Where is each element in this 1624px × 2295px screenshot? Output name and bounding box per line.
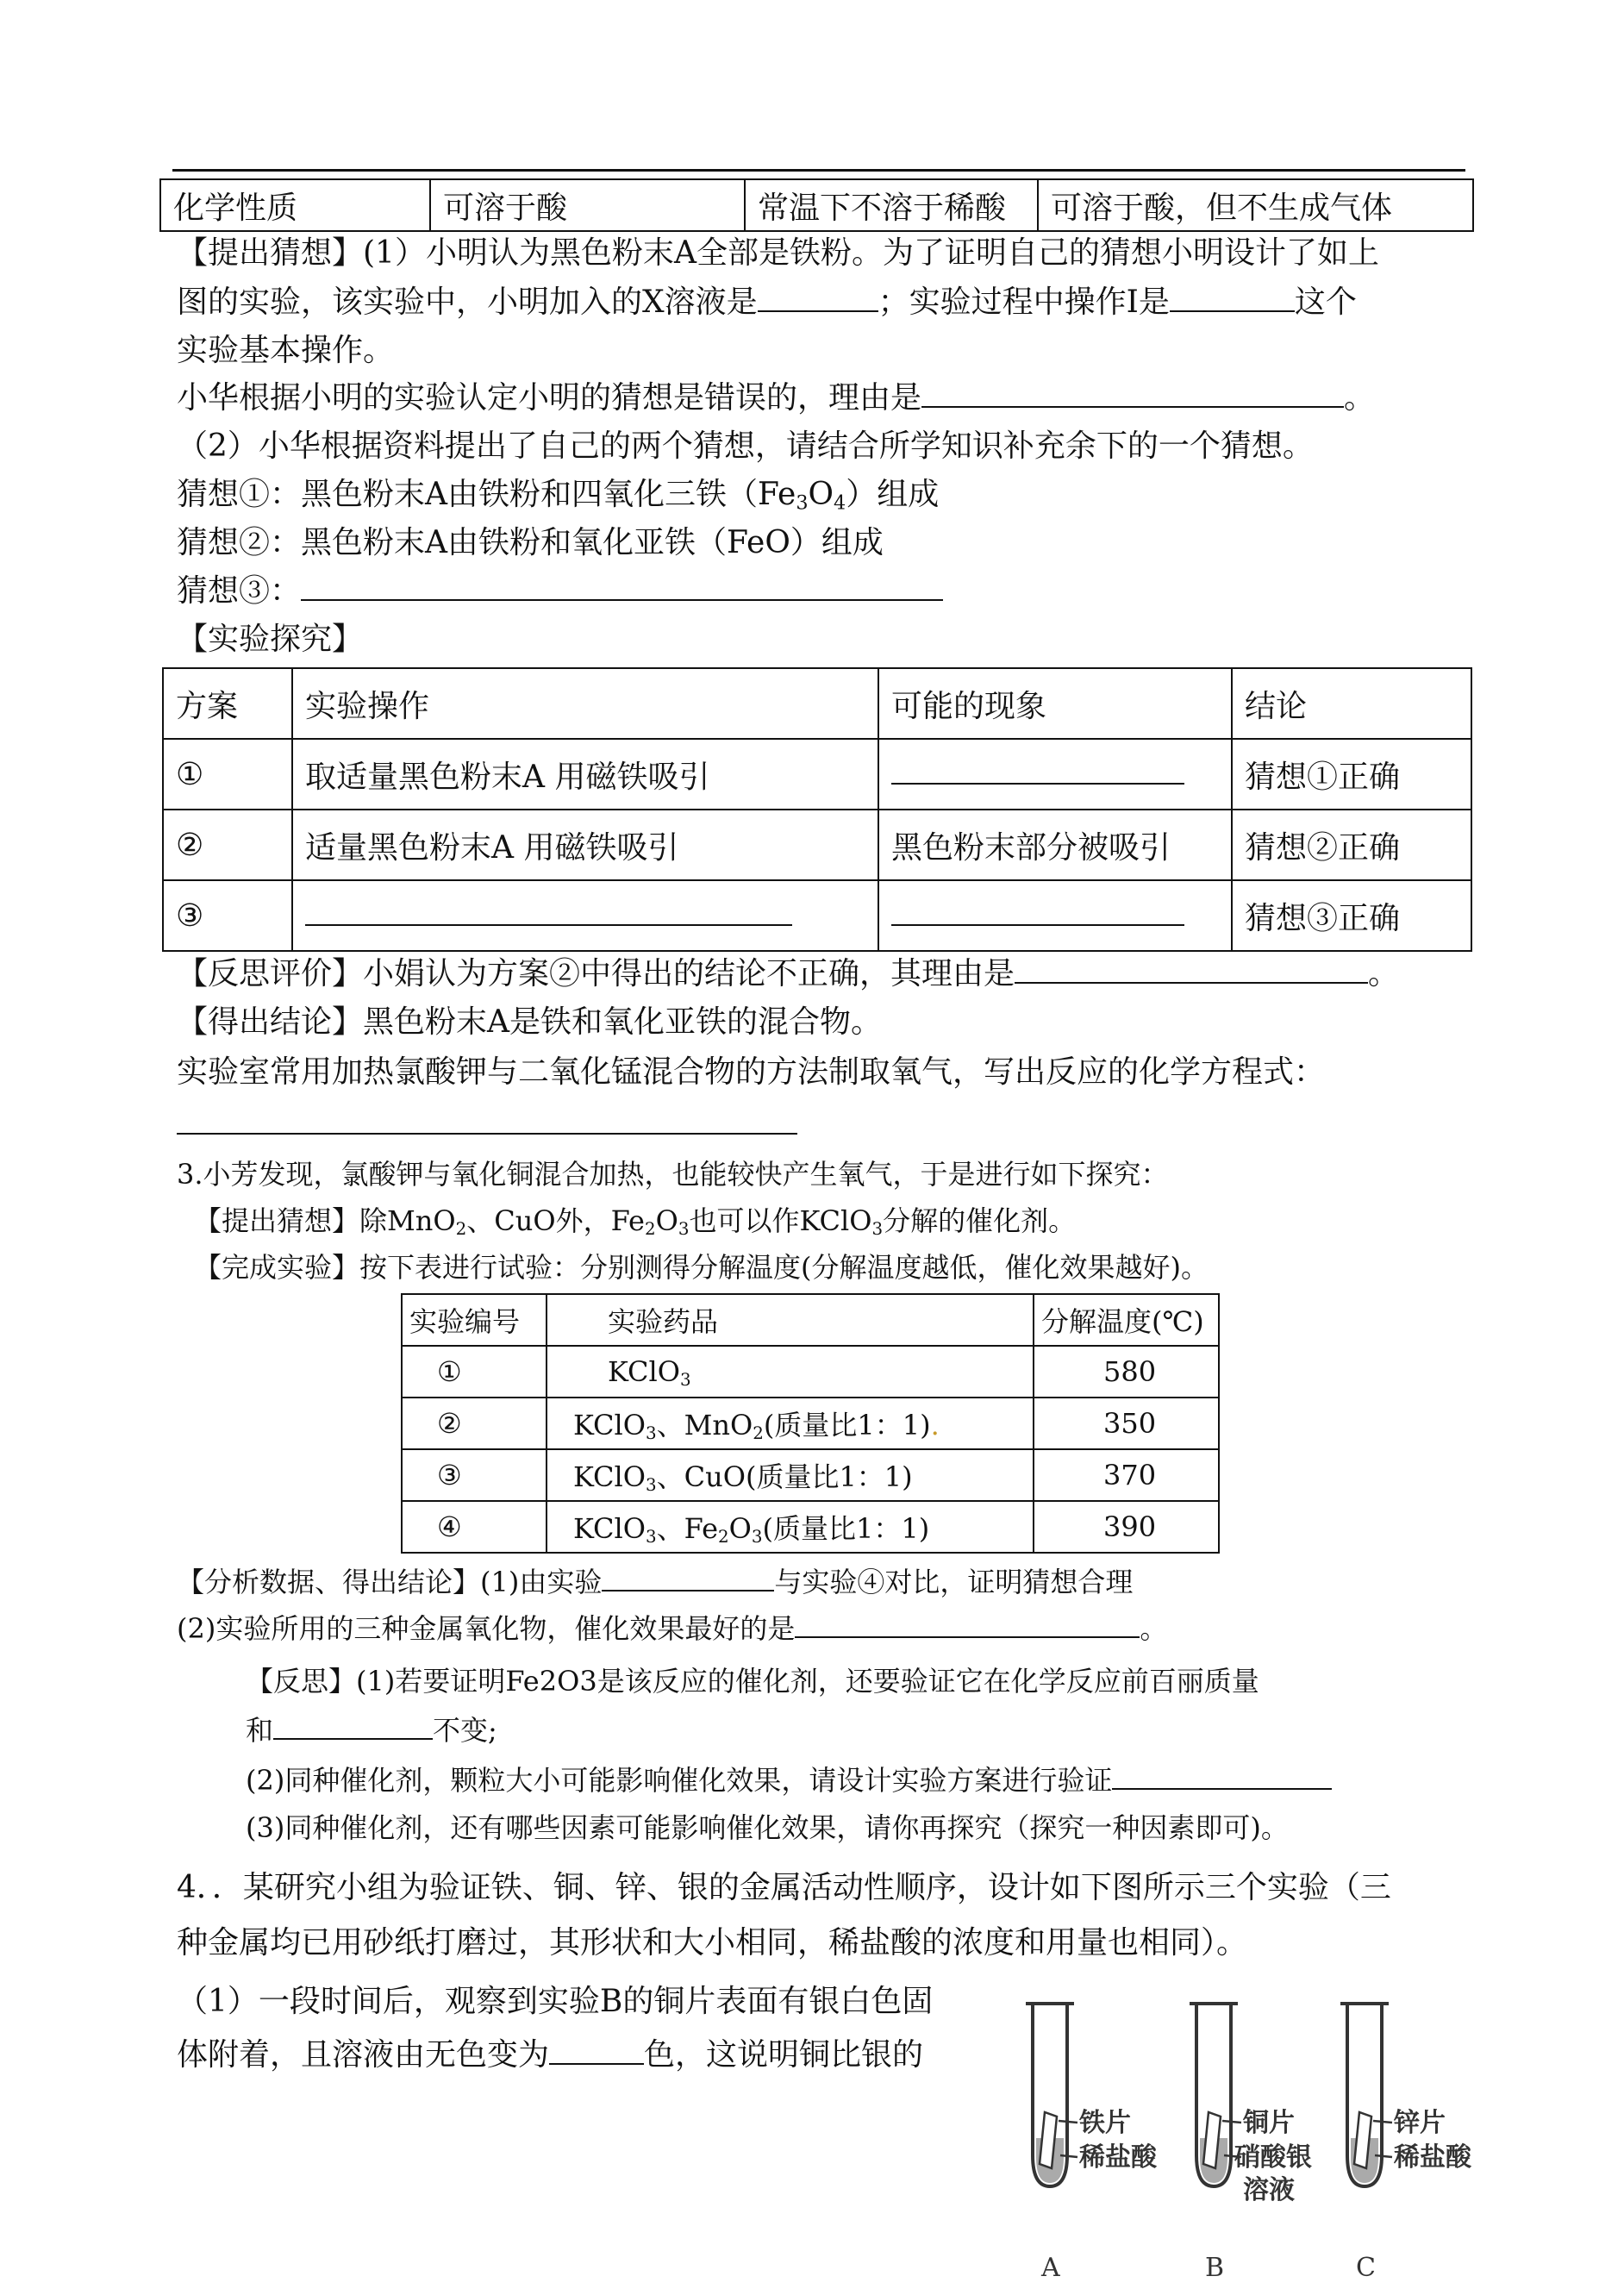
- header-cell: 方案: [163, 668, 292, 739]
- header-cell: 可能的现象: [878, 668, 1232, 739]
- table-cell: ④: [402, 1501, 547, 1553]
- text: (1）小明认为黑色粉末A全部是铁粉。为了证明自己的猜想小明设计了如上: [363, 235, 1379, 271]
- text: 这个: [1294, 285, 1357, 320]
- q3-complete: [194, 1250, 1209, 1285]
- text: (1)若要证明Fe2O3是该反应的催化剂，还要验证它在化学反应前百丽质量: [356, 1665, 1259, 1698]
- header-cell: 结论: [1232, 668, 1471, 739]
- pointer-line: [1373, 2121, 1392, 2123]
- table-cell: 350: [1034, 1398, 1219, 1449]
- pointer-line: [1059, 2121, 1077, 2123]
- q4-line-1: 4．．某研究小组为验证铁、铜、锌、银的金属活动性顺序，设计如下图所示三个实验（三: [177, 1870, 1391, 1905]
- text: 实验基本操作。: [177, 333, 395, 368]
- metal-label: 铜片: [1243, 2108, 1295, 2138]
- reflect-line: [177, 955, 1399, 993]
- table-cell: [878, 880, 1232, 951]
- header-cell: 分解温度(℃): [1034, 1294, 1219, 1346]
- text: （2）小华根据资料提出了自己的两个猜想，请结合所学知识补充余下的一个猜想。: [177, 428, 1314, 464]
- tube-letter: C: [1356, 2253, 1376, 2283]
- section-tag: 【分析数据、得出结论】: [177, 1566, 481, 1598]
- lab-line: 实验室常用加热氯酸钾与二氧化锰混合物的方法制取氧气，写出反应的化学方程式：: [177, 1054, 1326, 1090]
- subscript: 2: [753, 1423, 764, 1443]
- table-cell: [547, 1501, 1034, 1553]
- subscript: 2: [455, 1218, 467, 1239]
- q3-intro: 3.小芳发现，氯酸钾与氧化铜混合加热，也能较快产生氧气，于是进行如下探究：: [177, 1158, 1169, 1191]
- text: 图的实验，该实验中，小明加入的X溶液是: [177, 285, 758, 320]
- text: 、CuO外，Fe: [466, 1204, 645, 1237]
- table-cell: 猜想①正确: [1232, 739, 1471, 810]
- text: 。: [1344, 380, 1376, 416]
- table-cell: [547, 1449, 1034, 1501]
- liquid-label: 硝酸银: [1234, 2142, 1312, 2173]
- blank-operation-3[interactable]: [305, 898, 792, 926]
- header-rule: [172, 169, 1465, 172]
- table-cell: 取适量黑色粉末A 用磁铁吸引: [292, 739, 878, 810]
- catalyst-table: [401, 1293, 1220, 1554]
- blank-reflect[interactable]: [1015, 956, 1368, 984]
- blank-reason[interactable]: [921, 380, 1344, 408]
- text: 分解的催化剂。: [883, 1204, 1077, 1237]
- subscript: 2: [718, 1526, 729, 1547]
- text: O: [808, 477, 834, 512]
- text: (2)实验所用的三种金属氧化物，催化效果最好的是: [177, 1612, 796, 1645]
- q3-reflect-2: [246, 1762, 1332, 1798]
- q3-reflect-1b: [246, 1712, 497, 1748]
- explore-tag: 【实验探究】: [177, 622, 364, 657]
- table-cell: ②: [163, 810, 292, 880]
- text: KClO: [573, 1409, 646, 1441]
- experiment-table: [162, 667, 1472, 952]
- text: 黑色粉末A是铁和氧化亚铁的混合物。: [363, 1004, 883, 1040]
- tube-letter: B: [1205, 2253, 1225, 2283]
- text: 不变;: [433, 1714, 497, 1747]
- property-cell: 常温下不溶于稀酸: [745, 179, 1038, 231]
- q3-analysis-1: [177, 1564, 1133, 1599]
- blank-experiment[interactable]: [602, 1564, 774, 1591]
- subscript: 3: [751, 1526, 763, 1547]
- header-cell: 实验药品: [547, 1294, 1034, 1346]
- text: 色，这说明铜比银的: [644, 2037, 924, 2073]
- hypothesis-line-3: [177, 332, 394, 370]
- q4-line-3: （1）一段时间后，观察到实验B的铜片表面有银白色固: [177, 1984, 934, 2019]
- blank-verify[interactable]: [1112, 1762, 1332, 1790]
- blank-phenomenon-3[interactable]: [891, 898, 1184, 926]
- table-cell: 猜想③正确: [1232, 880, 1471, 951]
- tube-c: [1340, 2004, 1472, 2283]
- text: KClO: [608, 1355, 680, 1388]
- header-cell: 实验操作: [292, 668, 878, 739]
- guess-2: [177, 524, 884, 562]
- mark-dot: .: [930, 1409, 940, 1441]
- test-tube-figure: [1009, 1992, 1491, 2293]
- table-cell: ②: [402, 1398, 547, 1449]
- text: 小娟认为方案②中得出的结论不正确，其理由是: [363, 956, 1015, 991]
- text: 除MnO: [359, 1204, 456, 1237]
- table-cell: [292, 880, 878, 951]
- text: (2)同种催化剂，颗粒大小可能影响催化效果，请设计实验方案进行验证: [246, 1764, 1113, 1797]
- text: O: [728, 1512, 752, 1545]
- text: 。: [1140, 1612, 1168, 1645]
- conclusion-line: [177, 1004, 882, 1041]
- hypothesis-line-5: [177, 428, 1314, 466]
- text: 猜想③：: [177, 573, 302, 609]
- blank-color[interactable]: [549, 2037, 644, 2065]
- property-cell: 可溶于酸，但不生成气体: [1038, 179, 1473, 231]
- blank-best-catalyst[interactable]: [795, 1610, 1140, 1638]
- text: 与实验④对比，证明猜想合理: [774, 1566, 1134, 1598]
- text: (1)由实验: [480, 1566, 603, 1598]
- liquid-label: 稀盐酸: [1079, 2142, 1157, 2173]
- liquid-label: 稀盐酸: [1394, 2142, 1471, 2173]
- text: (质量比1：1): [762, 1512, 930, 1545]
- text: KClO: [573, 1460, 646, 1493]
- section-tag: 【完成实验】: [194, 1251, 360, 1284]
- table-cell: 适量黑色粉末A 用磁铁吸引: [292, 810, 878, 880]
- subscript: 2: [645, 1218, 656, 1239]
- hypothesis-line-4: [177, 379, 1375, 417]
- text: 体附着，且溶液由无色变为: [177, 2037, 550, 2073]
- section-tag: 【提出猜想】: [177, 235, 364, 271]
- text: 、MnO: [656, 1409, 753, 1441]
- table-cell: 390: [1034, 1501, 1219, 1553]
- table-cell: 黑色粉末部分被吸引: [878, 810, 1232, 880]
- text: O: [655, 1204, 678, 1237]
- q3-reflect-3: (3)同种催化剂，还有哪些因素可能影响催化效果，请你再探究（探究一种因素即可)。: [246, 1811, 1289, 1844]
- subscript: 3: [871, 1218, 884, 1239]
- subscript: 3: [646, 1474, 657, 1495]
- subscript: 4: [834, 491, 846, 515]
- section-tag: 【反思】: [246, 1665, 357, 1698]
- tube-a: [1026, 2004, 1158, 2283]
- metal-label: 铁片: [1079, 2108, 1131, 2138]
- text: 小华根据小明的实验认定小明的猜想是错误的，理由是: [177, 380, 922, 416]
- table-cell: [878, 739, 1232, 810]
- text: (质量比1：1): [763, 1409, 931, 1441]
- text: KClO: [573, 1512, 646, 1545]
- blank-phenomenon-1[interactable]: [891, 757, 1184, 785]
- table-cell: ①: [163, 739, 292, 810]
- q3-analysis-2: [177, 1610, 1167, 1646]
- text: 、CuO(质量比1：1): [656, 1460, 913, 1493]
- guess-1: [177, 476, 939, 514]
- text: 猜想①：黑色粉末A由铁粉和四氧化三铁（Fe: [177, 477, 796, 512]
- subscript: 3: [646, 1423, 657, 1443]
- q4-line-2: 种金属均已用砂纸打磨过，其形状和大小相同，稀盐酸的浓度和用量也相同）。: [177, 1925, 1248, 1960]
- text: 也可以作KClO: [689, 1204, 872, 1237]
- text: ）组成: [846, 477, 940, 512]
- blank-operation-1[interactable]: [1170, 285, 1295, 312]
- blank-unchanged[interactable]: [273, 1712, 433, 1740]
- property-row-table: [159, 178, 1474, 232]
- section-tag: 【反思评价】: [177, 956, 364, 991]
- table-cell: [547, 1346, 1034, 1398]
- guess-3: [177, 572, 943, 610]
- subscript: 3: [796, 491, 809, 515]
- blank-guess-3[interactable]: [301, 573, 943, 601]
- section-tag: 【得出结论】: [177, 1004, 364, 1040]
- text: 猜想②：黑色粉末A由铁粉和氧化亚铁（FeO）组成: [177, 525, 884, 560]
- liquid-label-2: 溶液: [1243, 2175, 1295, 2205]
- header-cell: 实验编号: [402, 1294, 547, 1346]
- subscript: 3: [678, 1218, 690, 1239]
- q3-hypothesis: [194, 1204, 1076, 1238]
- text: 、Fe: [656, 1512, 719, 1545]
- subscript: 3: [646, 1526, 657, 1547]
- table-cell: 370: [1034, 1449, 1219, 1501]
- property-cell: 可溶于酸: [430, 179, 745, 231]
- section-tag: 【提出猜想】: [194, 1204, 360, 1237]
- text: 。: [1368, 956, 1400, 991]
- table-cell: 580: [1034, 1346, 1219, 1398]
- tube-letter: A: [1041, 2253, 1060, 2283]
- table-cell: ③: [402, 1449, 547, 1501]
- hypothesis-line-1: [177, 235, 1379, 272]
- text: 按下表进行试验：分别测得分解温度(分解温度越低，催化效果越好)。: [359, 1251, 1209, 1284]
- tube-b: [1190, 2004, 1312, 2283]
- blank-x-solution[interactable]: [758, 285, 878, 312]
- pointer-line: [1222, 2121, 1241, 2123]
- table-cell: 猜想②正确: [1232, 810, 1471, 880]
- metal-label: 锌片: [1394, 2108, 1446, 2138]
- subscript: 3: [680, 1369, 691, 1390]
- q4-line-4: [177, 2036, 923, 2074]
- q3-reflect-1: [246, 1664, 1259, 1698]
- table-cell: ①: [402, 1346, 547, 1398]
- hypothesis-line-2: [177, 284, 1357, 322]
- text: ；实验过程中操作Ⅰ是: [878, 285, 1170, 320]
- text: 和: [246, 1714, 274, 1747]
- table-cell: ③: [163, 880, 292, 951]
- table-cell: [547, 1398, 1034, 1449]
- property-cell: 化学性质: [160, 179, 430, 231]
- blank-equation[interactable]: [177, 1133, 797, 1135]
